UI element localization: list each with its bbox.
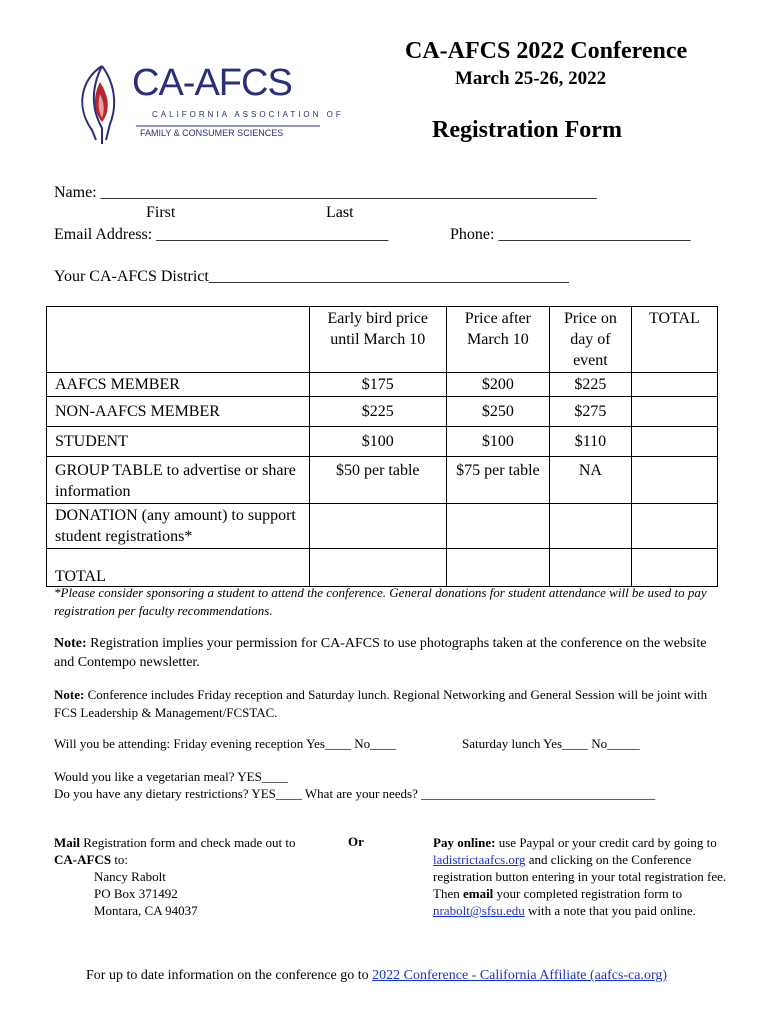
note-text: Registration implies your permission for CA-AFCS to use photographs taken at the conference on the website and Contempo newsletter. (54, 636, 707, 670)
or-label: Or (348, 834, 364, 849)
logo-subtitle-1: CALIFORNIA ASSOCIATION OF (152, 110, 344, 119)
row-label: DONATION (any amount) to support student registrations* (47, 504, 310, 549)
table-row (47, 504, 718, 549)
day-price: NA (549, 457, 631, 504)
early-price: $175 (309, 373, 446, 397)
form-title: Registration Form (432, 117, 622, 143)
early-price (309, 549, 446, 587)
header-cell (47, 307, 310, 373)
email-bold: email (462, 886, 494, 901)
phone-field[interactable]: Phone: ________________________ (450, 226, 691, 243)
early-price (309, 504, 446, 549)
online-text: and clicking on the Conference registration button entering in your total registration fee. Then (433, 852, 727, 901)
note-photographs (54, 634, 724, 672)
row-label: GROUP TABLE to advertise or share information (47, 457, 310, 504)
mail-instructions (54, 834, 334, 919)
saturday-attendance[interactable]: Saturday lunch Yes____ No_____ (462, 736, 640, 751)
early-price: $100 (309, 427, 446, 457)
footer-text: For up to date information on the conference go to (86, 968, 373, 983)
note-conference (54, 686, 724, 722)
total-cell[interactable] (631, 549, 717, 587)
total-cell[interactable] (631, 504, 717, 549)
note-label: Note: (54, 687, 85, 702)
day-price (549, 504, 631, 549)
address-line: Nancy Rabolt (94, 869, 166, 884)
after-price (446, 549, 549, 587)
mail-text: Registration form and check made out to (80, 835, 296, 850)
row-label: NON-AAFCS MEMBER (47, 397, 310, 427)
ca-afcs-logo (70, 60, 344, 150)
online-text: use Paypal or your credit card by going to (495, 835, 717, 850)
footnote: *Please consider sponsoring a student to attend the conference. General donations for student attendance will be used to pay registration per faculty recommendations. (54, 585, 707, 618)
table-header-row (47, 307, 718, 373)
name-line[interactable]: ______________________________________________________________ (100, 184, 597, 201)
last-label: Last (326, 204, 354, 221)
conference-link[interactable]: 2022 Conference - California Affiliate (aafcs-ca.org) (372, 968, 668, 983)
table-row (47, 457, 718, 504)
online-payment (433, 834, 728, 919)
conference-title: CA-AFCS 2022 Conference (405, 38, 688, 64)
payee-bold: CA-AFCS (54, 852, 112, 867)
friday-attendance[interactable]: Will you be attending: Friday evening reception Yes____ No____ (54, 736, 397, 751)
header-total: TOTAL (631, 307, 717, 373)
logo-wordmark: CA-AFCS (132, 62, 292, 104)
after-price (446, 504, 549, 549)
header-early-bird: Early bird price until March 10 (309, 307, 446, 373)
note-label: Note: (54, 636, 87, 651)
email-link[interactable]: nrabolt@sfsu.edu (433, 903, 525, 918)
row-label: STUDENT (47, 427, 310, 457)
vegetarian-question[interactable]: Would you like a vegetarian meal? YES____ (54, 769, 288, 784)
total-cell[interactable] (631, 457, 717, 504)
logo-subtitle-2: FAMILY & CONSUMER SCIENCES (140, 128, 284, 138)
table-row (47, 427, 718, 457)
online-bold: Pay online: (433, 835, 496, 850)
table-row (47, 397, 718, 427)
row-label: TOTAL (47, 549, 310, 587)
name-field[interactable] (54, 184, 597, 202)
header-price-day: Price on day of event (549, 307, 631, 373)
after-price: $75 per table (446, 457, 549, 504)
total-cell[interactable] (631, 427, 717, 457)
note-text: Conference includes Friday reception and Saturday lunch. Regional Networking and General Session will be joint with FCS Leadership & Management/FCSTAC. (54, 687, 708, 720)
payee-text: to: (111, 852, 129, 867)
after-price: $200 (446, 373, 549, 397)
online-text: your completed registration form to (493, 886, 683, 901)
registration-table (46, 306, 718, 587)
after-price: $100 (446, 427, 549, 457)
district-field[interactable]: Your CA-AFCS District_____________________________________________ (54, 268, 569, 285)
online-text: with a note that you paid online. (524, 903, 696, 918)
total-cell[interactable] (631, 373, 717, 397)
mail-address (54, 868, 334, 919)
district-link[interactable]: ladistrictaafcs.org (433, 852, 526, 867)
day-price: $275 (549, 397, 631, 427)
header-price-after: Price after March 10 (446, 307, 549, 373)
day-price (549, 549, 631, 587)
day-price: $225 (549, 373, 631, 397)
early-price: $225 (309, 397, 446, 427)
email-field[interactable]: Email Address: _____________________________ (54, 226, 389, 243)
row-label: AAFCS MEMBER (47, 373, 310, 397)
address-line: Montara, CA 94037 (94, 903, 198, 918)
address-line: PO Box 371492 (94, 886, 178, 901)
dietary-question[interactable]: Do you have any dietary restrictions? YES____ What are your needs? ____________________________________ (54, 786, 656, 801)
first-label: First (146, 204, 176, 221)
conference-dates: March 25-26, 2022 (455, 68, 607, 89)
table-row (47, 373, 718, 397)
day-price: $110 (549, 427, 631, 457)
total-cell[interactable] (631, 397, 717, 427)
mail-bold: Mail (54, 835, 80, 850)
after-price: $250 (446, 397, 549, 427)
early-price: $50 per table (309, 457, 446, 504)
table-row (47, 549, 718, 587)
footer (86, 968, 667, 984)
name-label: Name: (54, 184, 97, 201)
